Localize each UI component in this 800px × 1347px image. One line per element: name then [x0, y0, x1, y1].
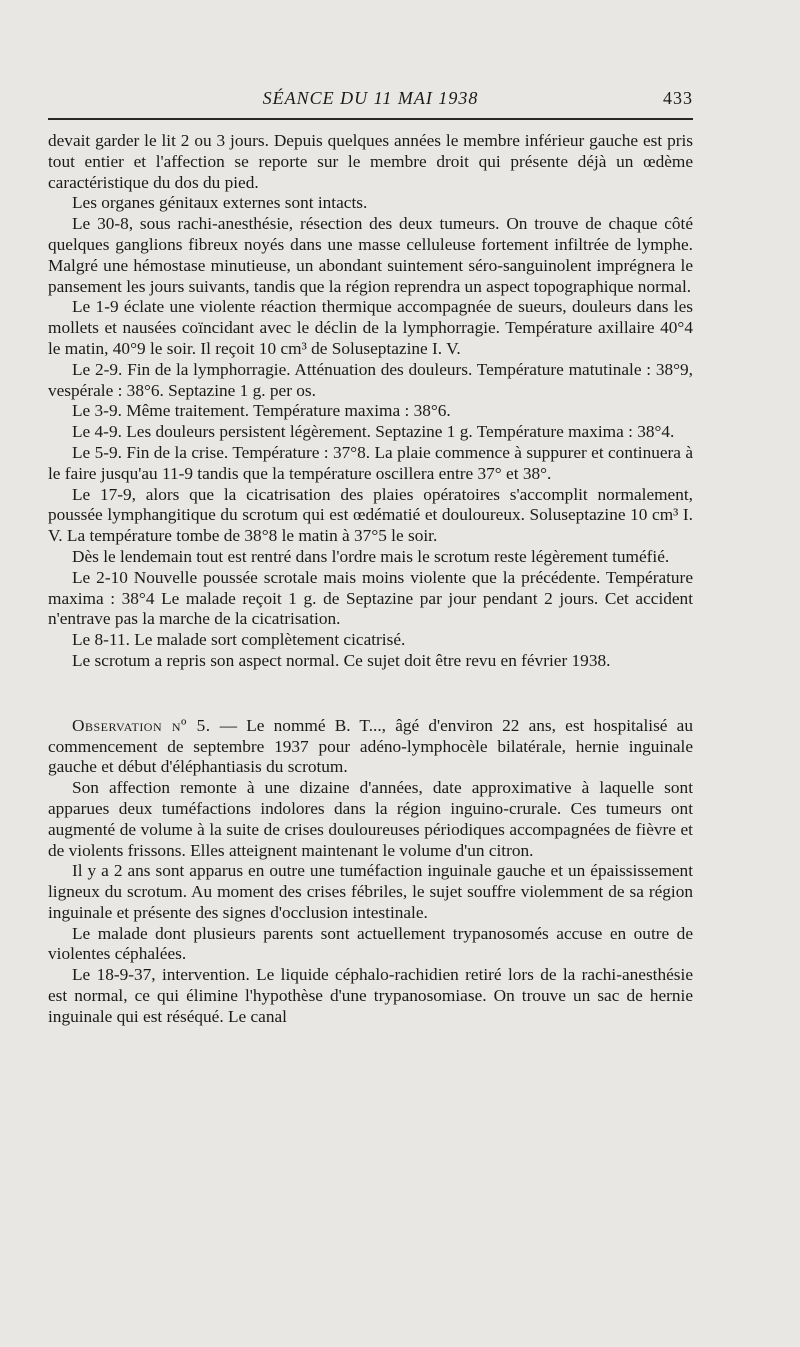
- paragraph: Les organes génitaux externes sont intacts.: [72, 193, 368, 213]
- paragraph: Son affection remonte à une dizaine d'années, date approximative à laquelle sont apparues deux tuméfactions indolores dans la région inguino-crurale. Ces tumeurs ont augmenté de volume à la suite de crises douloureuses périodiques accompagnées de fièvre et de violents frissons. Elles atteignent maintenant le volume d'un citron.: [48, 778, 693, 860]
- paragraph: Le 30-8, sous rachi-anesthésie, résection des deux tumeurs. On trouve de chaque côté quelques ganglions fibreux noyés dans une masse celluleuse fortement infiltrée de lymphe. Malgré une hémostase minutieuse, un abondant suintement séro-sanguinolent imprégnera le pansement les jours suivants, tandis que la région reprendra un aspect topographique normal.: [48, 214, 693, 296]
- paragraph: Le 2-9. Fin de la lymphorragie. Atténuation des douleurs. Température matutinale : 38°9, vespérale : 38°6. Septazine 1 g. per os.: [48, 359, 693, 400]
- observation-intro: [48, 716, 693, 778]
- paragraph: Le 1-9 éclate une violente réaction thermique accompagnée de sueurs, douleurs dans les mollets et nausées coïncidant avec le déclin de la lymphorragie. Température axillaire 40°4 le matin, 40°9 le soir. Il reçoit 10 cm³ de Soluseptazine I. V.: [48, 297, 693, 358]
- page-number: 433: [663, 88, 693, 108]
- paragraph: devait garder le lit 2 ou 3 jours. Depuis quelques années le membre inférieur gauche est pris tout entier et l'affection se reporte sur le membre droit qui présente déjà un œdème caractéristique du dos du pied.: [48, 131, 693, 192]
- paragraph: Le scrotum a repris son aspect normal. Ce sujet doit être revu en février 1938.: [72, 650, 611, 670]
- observation-label: Observation nº 5.: [72, 715, 211, 735]
- observation-5: [48, 716, 693, 1028]
- body-text: [48, 131, 693, 1028]
- paragraph: Le 8-11. Le malade sort complètement cicatrisé.: [72, 630, 406, 650]
- paragraph: Le 18-9-37, intervention. Le liquide céphalo-rachidien retiré lors de la rachi-anesthésie est normal, ce qui élimine l'hypothèse d'une trypanosomiase. On trouve un sac de hernie inguinale qui est réséqué. Le canal: [48, 965, 693, 1026]
- paragraph: Le 5-9. Fin de la crise. Température : 37°8. La plaie commence à suppurer et continuera à le faire jusqu'au 11-9 tandis que la température oscillera entre 37° et 38°.: [48, 442, 693, 483]
- paragraph: Le 2-10 Nouvelle poussée scrotale mais moins violente que la précédente. Température maxima : 38°4 Le malade reçoit 1 g. de Septazine par jour pendant 2 jours. Cet accident n'entrave pas la marche de la cicatrisation.: [48, 567, 693, 629]
- observation-intro-text: — Le nommé B. T..., âgé d'environ 22 ans, est hospitalisé au commencement de septembre 1937 pour adéno-lymphocèle bilatérale, hernie inguinale gauche et début d'éléphantiasis du scrotum.: [48, 715, 693, 777]
- header-rule: [48, 118, 693, 120]
- paragraph: Le 4-9. Les douleurs persistent légèrement. Septazine 1 g. Température maxima : 38°4.: [72, 422, 675, 442]
- running-header: [48, 88, 693, 116]
- paragraph: Il y a 2 ans sont apparus en outre une tuméfaction inguinale gauche et un épaississement ligneux du scrotum. Au moment des crises fébriles, le sujet souffre violemment de sa région inguinale et présente des signes d'occlusion intestinale.: [48, 861, 693, 922]
- paragraph: Le 17-9, alors que la cicatrisation des plaies opératoires s'accomplit normalement, poussée lymphangitique du scrotum qui est œdématié et douloureux. Soluseptazine 10 cm³ I. V. La température tombe de 38°8 le matin à 37°5 le soir.: [48, 484, 693, 546]
- paragraph: Le malade dont plusieurs parents sont actuellement trypanosomés accuse en outre de violentes céphalées.: [48, 923, 693, 964]
- header-title: SÉANCE DU 11 MAI 1938: [262, 88, 479, 108]
- paragraph: Dès le lendemain tout est rentré dans l'ordre mais le scrotum reste légèrement tuméfié.: [72, 546, 670, 566]
- paragraph: Le 3-9. Même traitement. Température maxima : 38°6.: [72, 401, 451, 421]
